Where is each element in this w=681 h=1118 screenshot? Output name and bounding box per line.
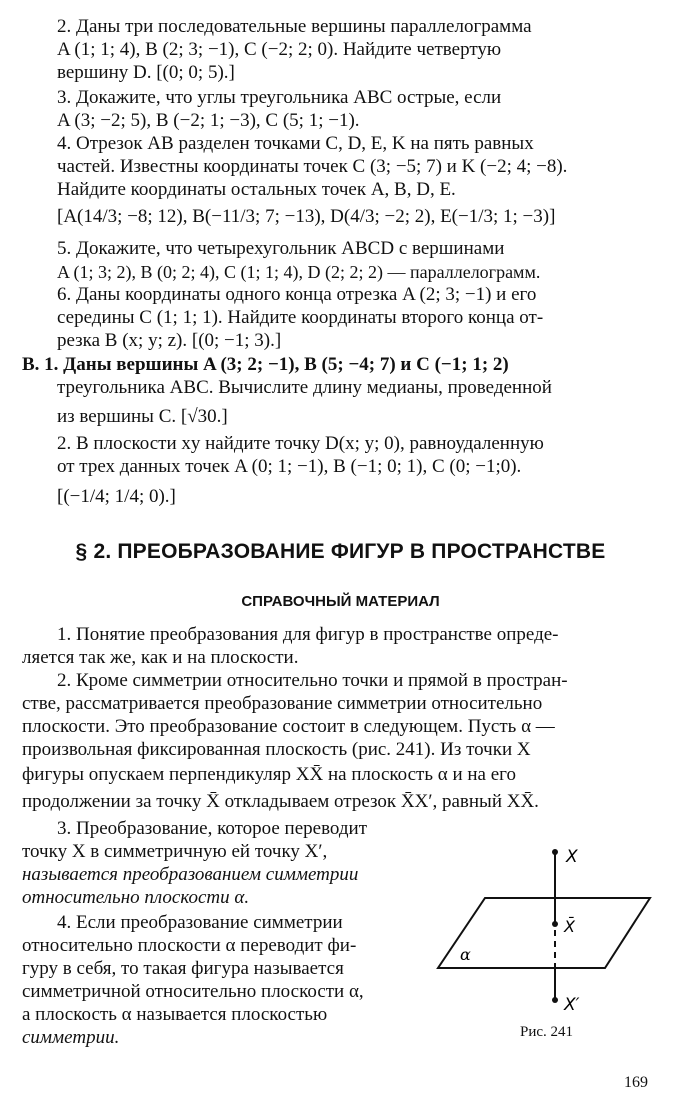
point-x-bar	[552, 921, 558, 927]
body-line-5: плоскости. Это преобразование состоит в следующем. Пусть α —	[22, 716, 555, 737]
figure-241-diagram	[430, 840, 670, 1020]
body-line-10: точку X в симметричную ей точку X′,	[22, 841, 328, 862]
figure-caption: Рис. 241	[520, 1024, 574, 1040]
problem-2-line-1: 2. Даны три последовательные вершины параллелограмма	[57, 16, 532, 37]
body-line-14: относительно плоскости α переводит фи-	[22, 935, 357, 956]
problem-4-line-1: 4. Отрезок AB разделен точками C, D, E, K на пять равных	[57, 133, 534, 154]
problem-2-line-2: A (1; 1; 4), B (2; 3; −1), C (−2; 2; 0). Найдите четвертую	[57, 39, 502, 60]
problem-5-line-1: 5. Докажите, что четырехугольник ABCD с вершинами	[57, 238, 505, 259]
section-title: § 2. ПРЕОБРАЗОВАНИЕ ФИГУР В ПРОСТРАНСТВЕ	[75, 540, 606, 563]
problem-6-line-3: резка B (x; y; z). [(0; −1; 3).]	[57, 330, 282, 351]
body-line-4: стве, рассматривается преобразование симметрии относительно	[22, 693, 543, 714]
problem-b2-line-1: 2. В плоскости xy найдите точку D(x; y; 0), равноудаленную	[57, 433, 544, 454]
problem-3-line-1: 3. Докажите, что углы треугольника ABC острые, если	[57, 87, 502, 108]
problem-4-answer: [A(14/3; −8; 12), B(−11/3; 7; −13), D(4/3; −2; 2), E(−1/3; 1; −3)]	[57, 206, 556, 227]
body-line-15: гуру в себя, то такая фигура называется	[22, 958, 344, 979]
label-x-bar: X̄	[564, 917, 575, 936]
problem-b1-line-3: из вершины C. [√30.]	[57, 406, 228, 427]
problem-b2-answer: [(−1/4; 1/4; 0).]	[57, 486, 176, 507]
body-line-12: относительно плоскости α.	[22, 887, 250, 908]
problem-b1-line-1: В. 1. Даны вершины A (3; 2; −1), B (5; −4; 7) и C (−1; 1; 2)	[22, 354, 509, 375]
body-line-9: 3. Преобразование, которое переводит	[57, 818, 368, 839]
problem-6-line-1: 6. Даны координаты одного конца отрезка A (2; 3; −1) и его	[57, 284, 537, 305]
body-line-16: симметричной относительно плоскости α,	[22, 981, 364, 1002]
problem-4-line-3: Найдите координаты остальных точек A, B, D, E.	[57, 179, 456, 200]
problem-2-line-3: вершину D. [(0; 0; 5).]	[57, 62, 235, 83]
label-alpha: α	[460, 945, 471, 964]
body-line-13: 4. Если преобразование симметрии	[57, 912, 343, 933]
point-x-prime	[552, 997, 558, 1003]
problem-6-line-2: середины C (1; 1; 1). Найдите координаты второго конца от-	[57, 307, 544, 328]
problem-3-line-2: A (3; −2; 5), B (−2; 1; −3), C (5; 1; −1).	[57, 110, 360, 131]
body-line-3: 2. Кроме симметрии относительно точки и прямой в простран-	[57, 670, 568, 691]
subsection-title: СПРАВОЧНЫЙ МАТЕРИАЛ	[241, 593, 440, 610]
problem-5-line-2: A (1; 3; 2), B (0; 2; 4), C (1; 1; 4), D (2; 2; 2) — параллелограмм.	[57, 262, 541, 282]
problem-b1-line-2: треугольника ABC. Вычислите длину медианы, проведенной	[57, 377, 552, 398]
problem-b2-line-2: от трех данных точек A (0; 1; −1), B (−1; 0; 1), C (0; −1;0).	[57, 456, 522, 477]
page-number: 169	[624, 1074, 648, 1091]
body-line-8: продолжении за точку X̄ откладываем отрезок X̄X′, равный XX̄.	[22, 791, 539, 812]
body-line-11: называется преобразованием симметрии	[22, 864, 359, 885]
point-x	[552, 849, 558, 855]
body-line-1: 1. Понятие преобразования для фигур в пространстве опреде-	[57, 624, 559, 645]
body-line-2: ляется так же, как и на плоскости.	[22, 647, 299, 668]
body-line-7: фигуры опускаем перпендикуляр XX̄ на плоскость α и на его	[22, 764, 516, 785]
problem-4-line-2: частей. Известны координаты точек C (3; −5; 7) и K (−2; 4; −8).	[57, 156, 568, 177]
label-x: X	[566, 847, 578, 867]
body-line-6: произвольная фиксированная плоскость (рис. 241). Из точки X	[22, 739, 531, 760]
body-line-18: симметрии.	[22, 1027, 120, 1048]
body-line-17: а плоскость α называется плоскостью	[22, 1004, 328, 1025]
label-x-prime: X′	[564, 995, 580, 1015]
